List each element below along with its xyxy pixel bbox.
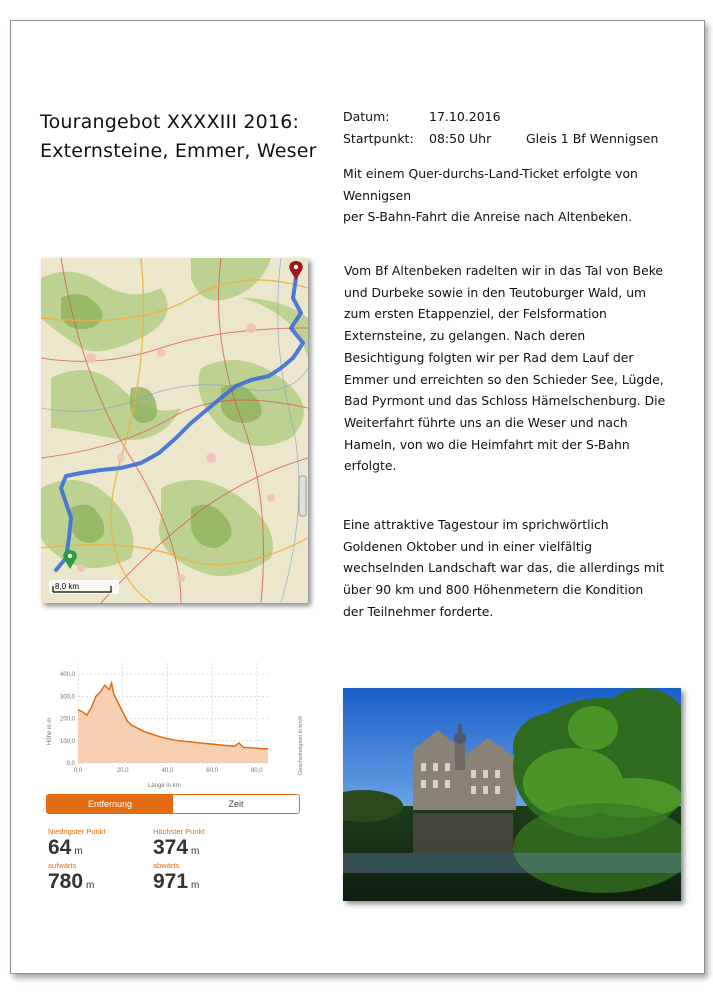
text-line: und Durbeke sowie in den Teutoburger Wald, um	[344, 284, 647, 300]
stat-unit: m	[191, 880, 200, 891]
elevation-area	[78, 683, 268, 763]
text-line: zum ersten Etappenziel, der Felsformation	[344, 306, 607, 322]
text-line: Externsteine, zu gelangen. Nach deren	[344, 328, 586, 344]
elevation-profile	[40, 655, 310, 900]
text-line: erfolgte.	[344, 458, 397, 474]
summary-paragraph	[343, 514, 673, 623]
x-tick-label: 20,0	[116, 768, 129, 774]
tour-title	[40, 108, 317, 166]
start-label: Startpunkt:	[343, 131, 414, 146]
start-place: Gleis 1 Bf Wennigsen	[526, 131, 659, 146]
y-tick-label: 0,0	[66, 761, 75, 767]
stat-label: Niedrigster Punkt	[48, 827, 106, 836]
stat-value: 971	[153, 870, 189, 893]
text-line: über 90 km und 800 Höhenmetern die Kondition	[343, 582, 644, 598]
text-line: wechselnden Landschaft war das, die allerdings mit	[343, 560, 665, 576]
x-tick-label: 60,0	[206, 768, 218, 774]
stat-value: 780	[48, 870, 84, 893]
stat-lowest-point	[48, 827, 106, 864]
stat-highest-point	[153, 827, 204, 864]
stat-label: aufwärts	[48, 861, 77, 870]
title-line-1: Tourangebot XXXXIII 2016:	[40, 111, 300, 133]
stat-ascent	[48, 861, 94, 898]
y-axis-label: Höhe in m	[47, 717, 53, 745]
stat-unit: m	[74, 846, 83, 857]
castle-photo	[343, 688, 681, 901]
date-row	[343, 106, 658, 128]
y-tick-label: 400,0	[59, 672, 75, 679]
text-line: per S-Bahn-Fahrt die Anreise nach Altenbeken.	[343, 209, 633, 225]
start-row	[343, 128, 658, 150]
x-tick-label: 40,0	[161, 768, 174, 774]
route-paragraph	[344, 260, 674, 477]
text-line: Weiterfahrt führte uns an die Weser und nach	[344, 414, 628, 430]
stat-label: abwärts	[153, 861, 180, 870]
text-line: Goldenen Oktober und in einer vielfältig	[343, 538, 592, 554]
profile-tab-switch	[46, 794, 300, 814]
tour-meta	[343, 106, 658, 150]
y-tick-label: 300,0	[59, 694, 75, 701]
scale-bar	[49, 580, 119, 594]
date-value: 17.10.2016	[429, 109, 501, 124]
x-axis-label: Länge in km	[148, 783, 181, 789]
map-scroll-handle[interactable]	[299, 476, 306, 516]
castle-photo-graphic	[343, 688, 681, 901]
stat-value: 64	[48, 836, 72, 859]
stat-value: 374	[153, 836, 189, 859]
text-line: der Teilnehmer forderte.	[343, 603, 494, 619]
text-line: Hameln, von wo die Heimfahrt mit der S-Bahn	[344, 436, 630, 452]
stat-unit: m	[191, 846, 200, 857]
x-tick-label: 0,0	[73, 768, 83, 774]
tab-time[interactable]: Zeit	[173, 795, 299, 813]
title-line-2: Externsteine, Emmer, Weser	[40, 140, 317, 162]
text-line: Besichtigung folgten wir per Rad dem Lauf der	[344, 349, 634, 365]
text-line: Bad Pyrmont und das Schloss Hämelschenburg. Die	[344, 393, 666, 409]
route-map	[41, 258, 308, 603]
scale-label: 8,0 km	[55, 582, 80, 591]
date-label: Datum:	[343, 109, 390, 124]
route-map-graphic	[41, 258, 308, 603]
stat-descent	[153, 861, 199, 898]
elevation-chart	[40, 655, 310, 790]
start-time: 08:50 Uhr	[429, 131, 492, 146]
text-line: Eine attraktive Tagestour im sprichwörtlich	[343, 517, 609, 532]
y-tick-label: 200,0	[59, 716, 75, 723]
tab-distance[interactable]: Entfernung	[47, 795, 173, 813]
text-line: Vom Bf Altenbeken radelten wir in das Tal von Beke	[344, 263, 664, 278]
intro-paragraph	[343, 163, 673, 228]
x-tick-label: 80,0	[250, 768, 263, 774]
y2-axis-label: Geschwindigkeit in km/h	[298, 715, 304, 775]
text-line: Emmer und erreichten so den Schieder See, Lügde,	[344, 371, 664, 387]
y-tick-label: 100,0	[59, 738, 75, 745]
stat-unit: m	[86, 880, 95, 891]
text-line: Mit einem Quer-durchs-Land-Ticket erfolgte von Wennigsen	[343, 166, 638, 203]
stat-label: Höchster Punkt	[153, 827, 205, 836]
